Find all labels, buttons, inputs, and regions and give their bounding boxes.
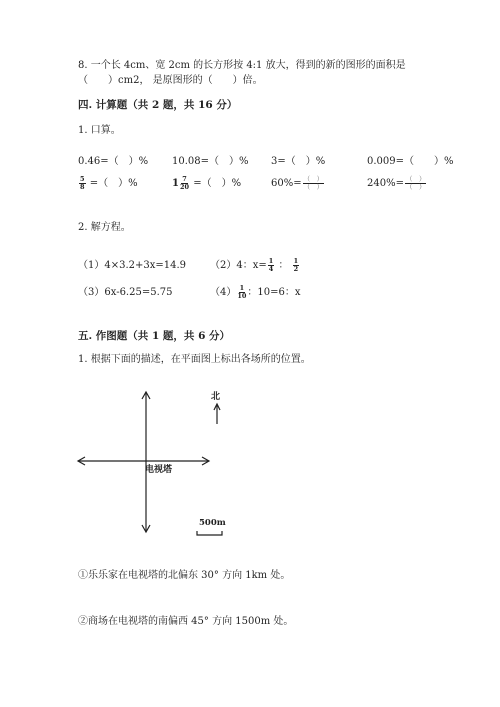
oral-calc-1: 0.46=（ ）% — [78, 156, 149, 167]
fraction: $\frac{( )}{( )}$ — [405, 175, 426, 191]
equation-3: （3）6x-6.25=5.75 — [78, 287, 173, 298]
oral-calc-5: $\frac{5}{8}$ =（ ）% — [80, 175, 138, 191]
q2-label: 2. 解方程。 — [78, 222, 131, 233]
fraction: $\frac{7}{20}$ — [179, 175, 190, 191]
fraction: $\frac{1}{4}$ — [268, 257, 274, 273]
q8-line2: （ ）cm2， 是原图形的（ ）倍。 — [78, 75, 263, 86]
oral-calc-4: 0.009=（ ）% — [367, 156, 454, 167]
fraction: $\frac{1}{10}$ — [237, 284, 247, 300]
oral-calc-8: 240%= $\frac{( )}{( )}$ — [367, 175, 426, 191]
location-item-1: ①乐乐家在电视塔的北偏东 30° 方向 1km 处。 — [78, 570, 291, 581]
equation-1: （1）4×3.2+3x=14.9 — [78, 260, 187, 271]
fraction: $\frac{( )}{( )}$ — [303, 175, 324, 191]
center-label: 电视塔 — [145, 465, 173, 475]
north-label: 北 — [211, 392, 221, 402]
oral-calc-6: 1 $\frac{7}{20}$ =（ ）% — [172, 175, 242, 191]
equation-2: （2）4：x= $\frac{1}{4}$ ： $\frac{1}{2}$ — [210, 257, 299, 273]
q8-line1: 8. 一个长 4cm、宽 2cm 的长方形按 4:1 放大，得到的新的图形的面积是 — [78, 60, 406, 71]
section5-q1-label: 1. 根据下面的描述，在平面图上标出各场所的位置。 — [78, 354, 311, 365]
fraction: $\frac{5}{8}$ — [80, 175, 85, 191]
oral-calc-3: 3=（ ）% — [271, 156, 326, 167]
oral-calc-2: 10.08=（ ）% — [172, 156, 249, 167]
fraction: $\frac{1}{2}$ — [293, 257, 299, 273]
q1-label: 1. 口算。 — [78, 125, 121, 136]
section4-title: 四. 计算题（共 2 题，共 16 分） — [78, 99, 238, 111]
location-item-2: ②商场在电视塔的南偏西 45° 方向 1500m 处。 — [78, 616, 294, 627]
oral-calc-7: 60%= $\frac{( )}{( )}$ — [271, 175, 324, 191]
scale-label: 500m — [199, 518, 226, 528]
section5-title: 五. 作图题（共 1 题，共 6 分） — [78, 330, 231, 342]
scale-bar — [197, 531, 222, 535]
equation-4: （4） $\frac{1}{10}$ ：10=6：x — [210, 284, 301, 300]
